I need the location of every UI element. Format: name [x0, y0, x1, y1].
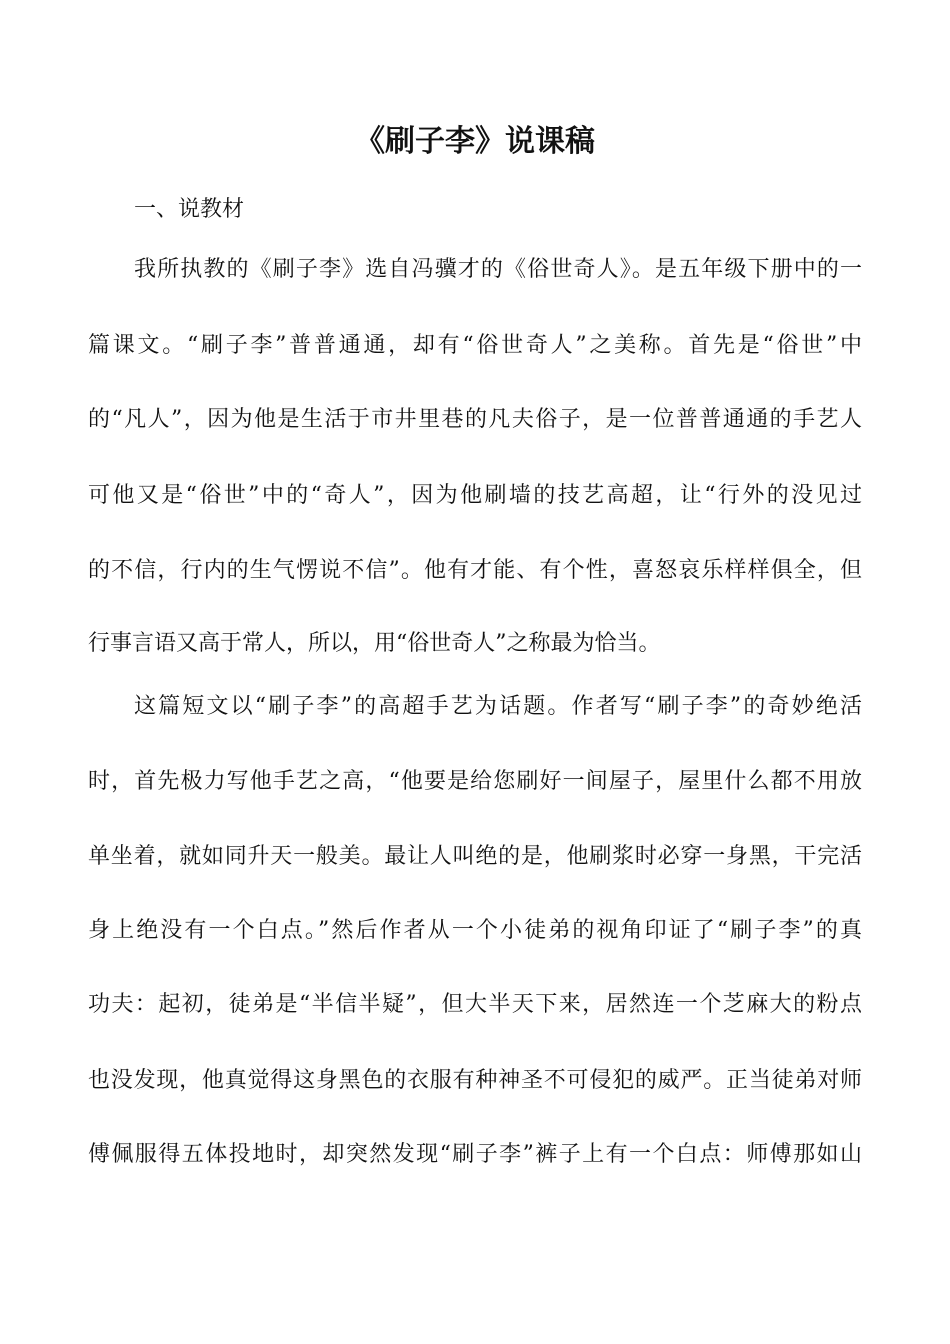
- paragraph-line: 也没发现，他真觉得这身黑色的衣服有种神圣不可侵犯的威严。正当徒弟对师: [88, 1068, 862, 1093]
- paragraph-line: 功夫：起初，徒弟是“半信半疑”，但大半天下来，居然连一个芝麻大的粉点: [88, 992, 862, 1017]
- paragraph-line: 身上绝没有一个白点。”然后作者从一个小徒弟的视角印证了“刷子李”的真: [88, 918, 862, 943]
- paragraph-line: 时，首先极力写他手艺之高，“他要是给您刷好一间屋子，屋里什么都不用放: [88, 769, 862, 794]
- paragraph-line: 我所执教的《刷子李》选自冯骥才的《俗世奇人》。是五年级下册中的一: [134, 257, 862, 282]
- paragraph-line: 可他又是“俗世”中的“奇人”，因为他刷墙的技艺高超，让“行外的没见过: [88, 483, 862, 508]
- paragraph-line: 的不信，行内的生气愣说不信”。他有才能、有个性，喜怒哀乐样样俱全，但: [88, 558, 862, 583]
- paragraph-line: 单坐着，就如同升天一般美。最让人叫绝的是，他刷浆时必穿一身黑，干完活: [88, 844, 862, 869]
- paragraph-line: 篇课文。“刷子李”普普通通，却有“俗世奇人”之美称。首先是“俗世”中: [88, 333, 862, 358]
- paragraph-line: 的“凡人”，因为他是生活于市井里巷的凡夫俗子，是一位普普通通的手艺人: [88, 407, 862, 432]
- document-title: 《刷子李》说课稿: [355, 124, 595, 159]
- paragraph-line: 这篇短文以“刷子李”的高超手艺为话题。作者写“刷子李”的奇妙绝活: [134, 694, 862, 719]
- section-heading: 一、说教材: [134, 197, 245, 222]
- paragraph-line: 行事言语又高于常人，所以，用“俗世奇人”之称最为恰当。: [88, 631, 661, 656]
- paragraph-line: 傅佩服得五体投地时，却突然发现“刷子李”裤子上有一个白点：师傅那如山: [88, 1142, 862, 1167]
